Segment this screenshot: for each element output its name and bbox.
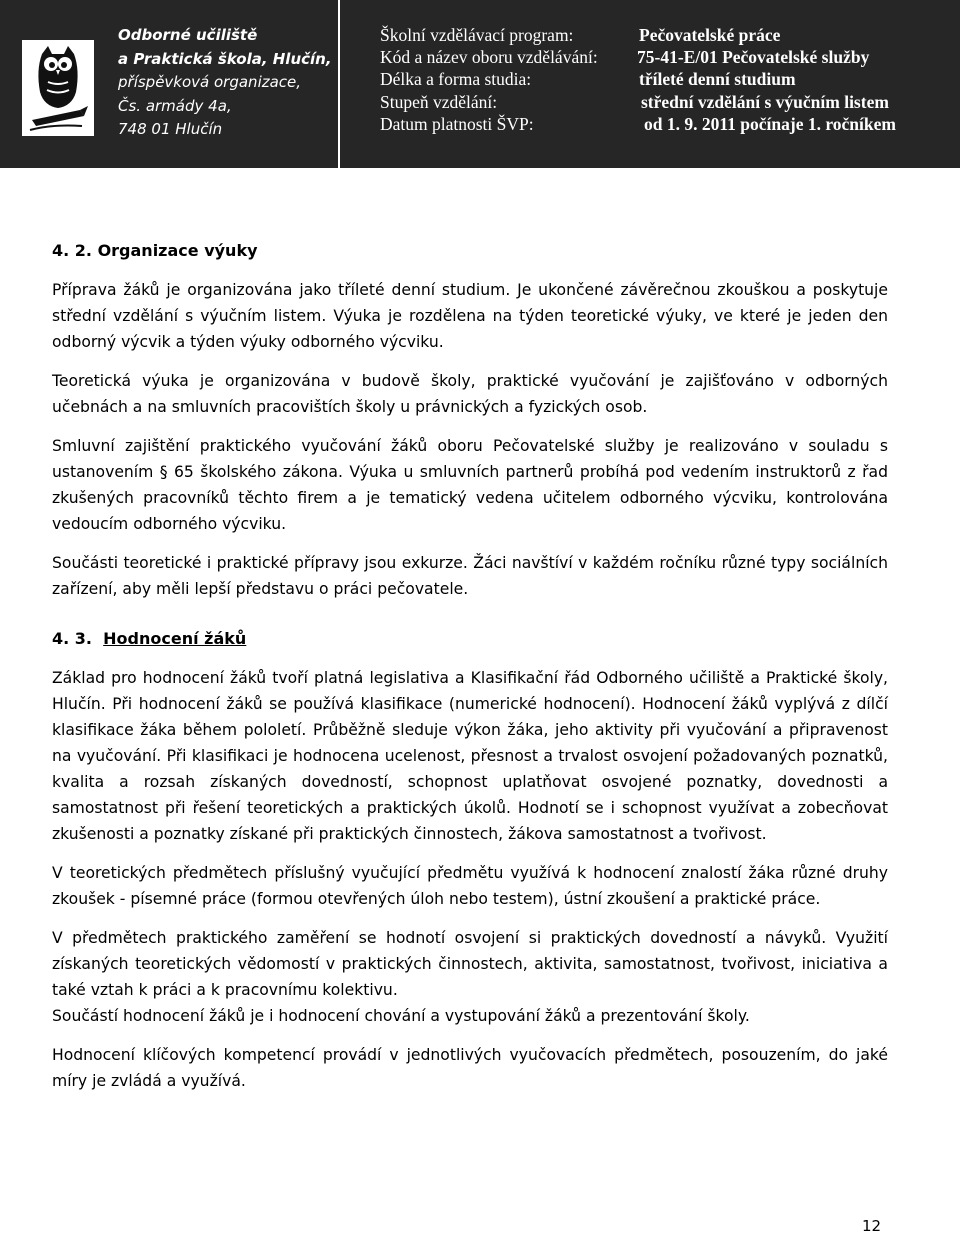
paragraph: Příprava žáků je organizována jako tříleté denní studium. Je ukončené závěrečnou zkouškou a poskytuje střední vzdělání s výučním listem. Výuka je rozdělena na týden teoretické výuky, ve které je jeden den odborný výcvik a týden výuky odborného výcviku. <box>52 281 888 351</box>
paragraph: Smluvní zajištění praktického vyučování žáků oboru Pečovatelské služby je realizováno v souladu s ustanovením § 65 školského zákona. Výuka u smluvních partnerů probíhá pod vedením instruktorů z řad zkušených pracovníků těchto firem a je tematický vedena učitelem odborného výcviku, kontrolována vedoucím odborného výcviku. <box>52 437 888 533</box>
paragraph: Hodnocení klíčových kompetencí provádí v jednotlivých vyučovacích předmětech, posouzením, do jaké míry je zvládá a využívá. <box>52 1046 888 1090</box>
owl-logo-icon <box>22 40 94 136</box>
paragraph: V teoretických předmětech příslušný vyučující předmětu využívá k hodnocení znalostí žáka různé druhy zkoušek - písemné práce (formou otevřených úloh nebo testem), ústní zkoušení a praktické práce. <box>52 864 888 908</box>
svp-row-field-code <box>380 46 955 68</box>
svp-value: od 1. 9. 2011 počínaje 1. ročníkem <box>644 113 896 134</box>
paragraph: V předmětech praktického zaměření se hodnotí osvojení si praktických dovedností a návyků. Využití získaných teoretických vědomostí v praktických činnostech, aktivita, samostatnost, tvořivost, iniciativa a také vztah k práci a k pracovnímu kolektivu. <box>52 929 888 999</box>
svp-value: Pečovatelské práce <box>639 25 781 45</box>
paragraph: Základ pro hodnocení žáků tvoří platná legislativa a Klasifikační řád Odborného učiliště a Praktické školy, Hlučín. Při hodnocení žáků se používá klasifikace (numerické hodnocení). Hodnocení žáků vyplývá z dílčí klasifikace žáka během pololetí. Průběžně sleduje výkon žáka, jeho aktivity při vyučování a připravenost na vyučování. Při klasifikaci je hodnocena ucelenost, přesnost a trvalost osvojení požadovaných poznatků, kvalita a rozsah získaných dovedností, schopnost uplatňovat osvojené poznatky, dovednosti a samostatnost při řešení teoretických a praktických úkolů. Hodnotí se i schopnost využívat a zobecňovat zkušenosti a poznatky získané při praktických činnostech, žákova samostatnost a tvořivost. <box>52 669 888 843</box>
svp-label: Stupeň vzdělání: <box>380 91 498 112</box>
paragraph: Teoretická výuka je organizována v budově školy, praktické vyučování je zajišťováno v odborných učebnách a na smluvních pracovištích školy u právnických a fyzických osob. <box>52 372 888 416</box>
svp-info-block <box>380 24 955 135</box>
section-number: 4. 3. <box>52 629 92 648</box>
document-header <box>0 0 960 168</box>
paragraph: Součásti teoretické i praktické přípravy jsou exkurze. Žáci navštíví v každém ročníku různé typy sociálních zařízení, aby měli lepší představu o práci pečovatele. <box>52 554 888 598</box>
school-name-line1: Odborné učiliště <box>118 26 258 44</box>
header-divider <box>338 0 340 168</box>
school-legal-form: příspěvková organizace, <box>118 73 302 91</box>
svp-label: Délka a forma studia: <box>380 69 532 90</box>
school-city: 748 01 Hlučín <box>118 120 223 138</box>
section-title: Hodnocení žáků <box>103 629 247 648</box>
page-number: 12 <box>862 1217 882 1235</box>
school-name-block <box>118 24 333 142</box>
svp-value: střední vzdělání s výučním listem <box>641 91 889 112</box>
svp-label: Kód a název oboru vzdělávání: <box>380 47 598 68</box>
svp-row-program <box>380 24 955 46</box>
school-name-line2: a Praktická škola, Hlučín, <box>118 49 332 68</box>
section-heading: 4. 2. Organizace výuky <box>52 241 258 260</box>
svp-label: Školní vzdělávací program: <box>380 25 574 45</box>
section-heading <box>52 626 888 652</box>
svp-value: tříleté denní studium <box>639 69 796 90</box>
svp-value: 75-41-E/01 Pečovatelské služby <box>637 47 870 68</box>
paragraph: Součástí hodnocení žáků je i hodnocení chování a vystupování žáků a prezentování školy. <box>52 1007 750 1025</box>
svp-row-length <box>380 68 955 90</box>
svp-row-level <box>380 91 955 113</box>
document-body <box>52 238 888 1107</box>
svp-row-validity <box>380 113 955 135</box>
school-street: Čs. armády 4a, <box>118 96 232 115</box>
svp-label: Datum platnosti ŠVP: <box>380 113 534 134</box>
